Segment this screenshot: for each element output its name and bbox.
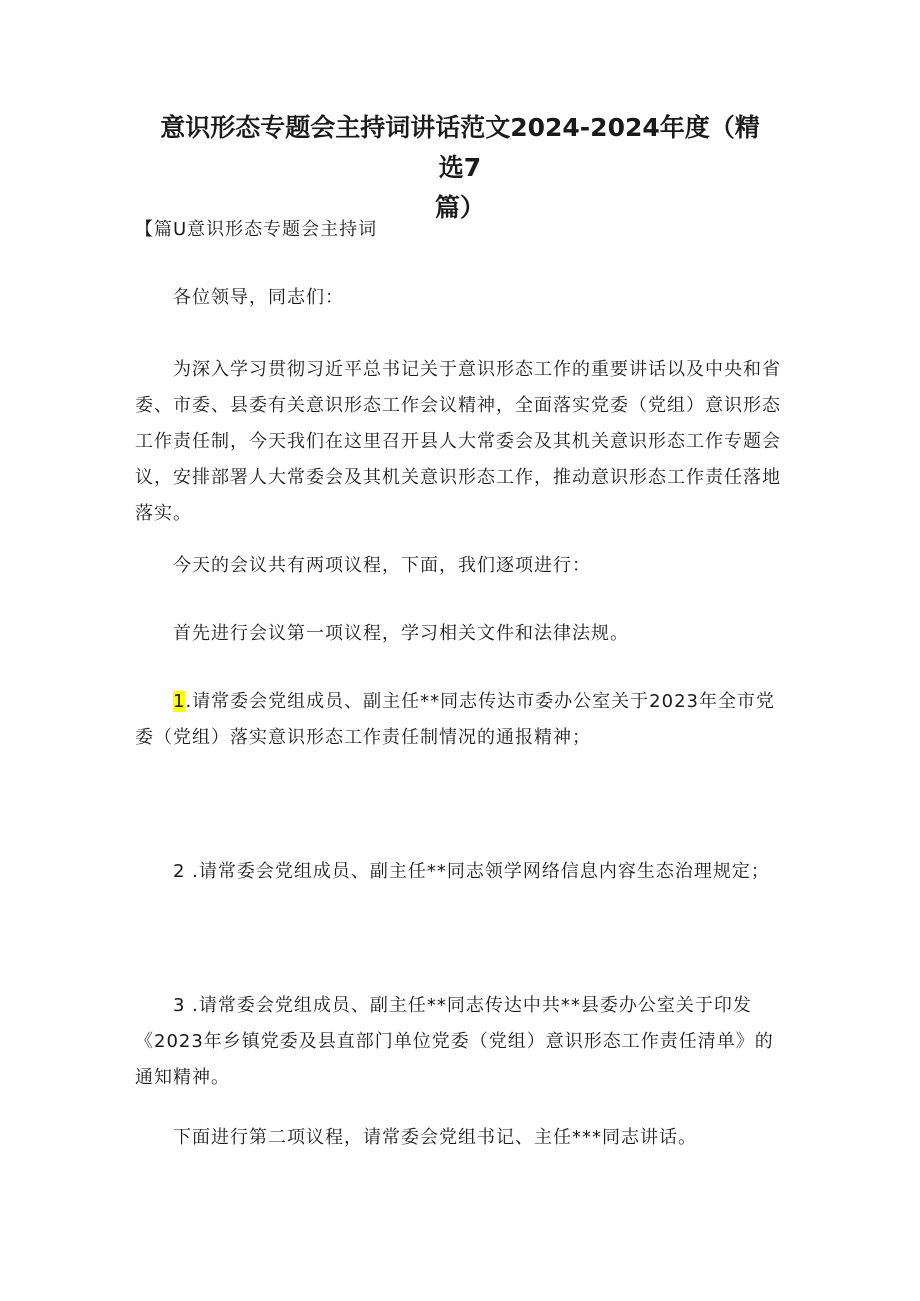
section-heading: 【篇U意识形态专题会主持词 bbox=[135, 219, 378, 240]
agenda-item-1-text: .请常委会党组成员、副主任**同志传达市委办公室关于2023年全市党委（党组）落实意识形态工作责任制情况的通报精神； bbox=[135, 691, 775, 748]
title-line-1: 意识形态专题会主持词讲话范文2024-2024年度（精选7 bbox=[160, 113, 760, 182]
agenda-item-1 bbox=[135, 684, 790, 756]
highlighted-number: 1 bbox=[173, 691, 186, 712]
greeting: 各位领导，同志们： bbox=[173, 287, 344, 308]
agenda-item-3: 3 .请常委会党组成员、副主任**同志传达中共**县委办公室关于印发《2023年乡镇党委及县直部门单位党委（党组）意识形态工作责任清单》的通知精神。 bbox=[135, 995, 774, 1088]
agenda-intro: 今天的会议共有两项议程，下面，我们逐项进行： bbox=[173, 555, 591, 576]
intro-paragraph: 为深入学习贯彻习近平总书记关于意识形态工作的重要讲话以及中央和省委、市委、县委有关意识形态工作会议精神，全面落实党委（党组）意识形态工作责任制，今天我们在这里召开县人大常委会及其机关意识形态工作专题会议，安排部署人大常委会及其机关意识形态工作，推动意识形态工作责任落地落实。 bbox=[135, 359, 781, 524]
title-line-2: 篇） bbox=[434, 193, 485, 222]
agenda-second-item: 下面进行第二项议程，请常委会党组书记、主任***同志讲话。 bbox=[173, 1127, 697, 1148]
document-title bbox=[150, 108, 770, 228]
agenda-item-2: 2 .请常委会党组成员、副主任**同志领学网络信息内容生态治理规定； bbox=[173, 861, 770, 882]
agenda-first-item: 首先进行会议第一项议程，学习相关文件和法律法规。 bbox=[173, 623, 629, 644]
